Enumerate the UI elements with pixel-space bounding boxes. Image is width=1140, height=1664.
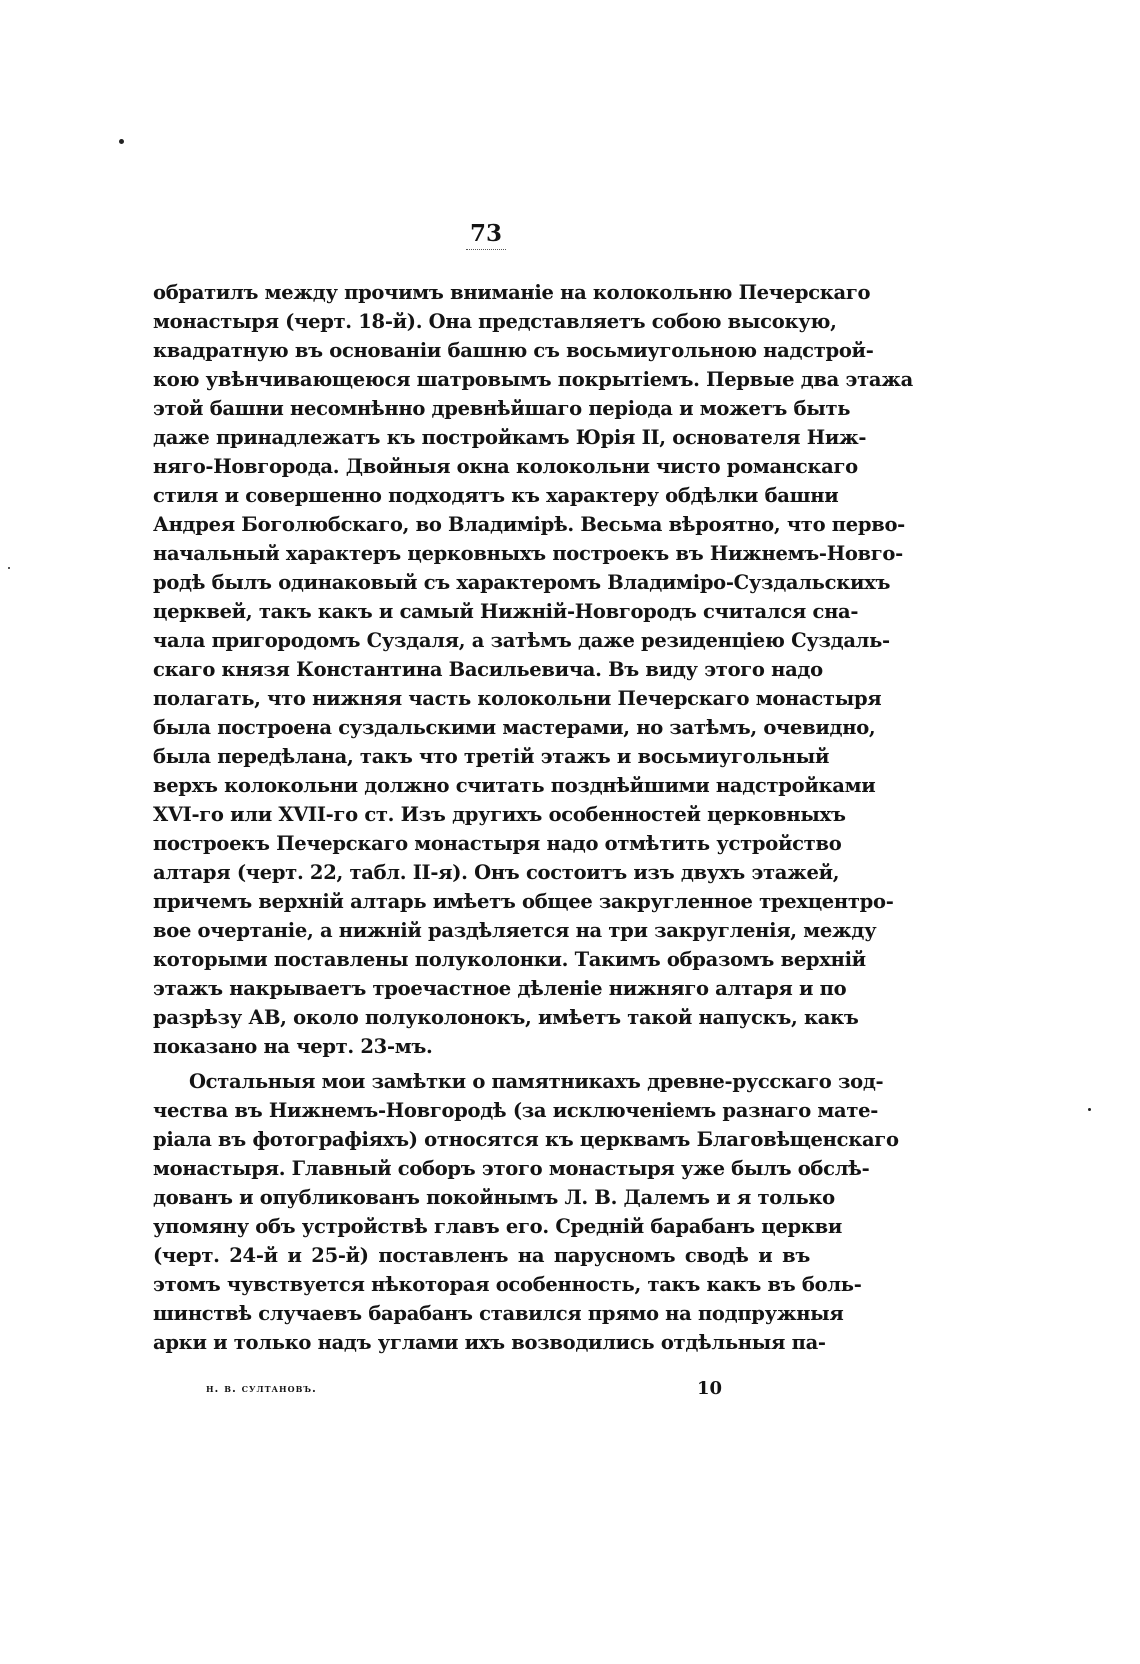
text-line: начальный характеръ церковныхъ построекъ въ Нижнемъ-Новго- (153, 542, 903, 565)
text-line: алтаря (черт. 22, табл. II-я). Онъ состоитъ изъ двухъ этажей, (153, 861, 840, 884)
text-line: шинствѣ случаевъ барабанъ ставился прямо на подпружныя (153, 1302, 844, 1325)
text-line: монастыря. Главный соборъ этого монастыря уже былъ обслѣ- (153, 1157, 870, 1180)
print-speck (119, 139, 124, 144)
text-line: была построена суздальскими мастерами, но затѣмъ, очевидно, (153, 716, 876, 739)
print-speck (1088, 1108, 1091, 1111)
text-line: чала пригородомъ Суздаля, а затѣмъ даже резиденціею Суздаль- (153, 629, 890, 652)
text-line: разрѣзу АВ, около полуколонокъ, имѣетъ такой напускъ, какъ (153, 1006, 859, 1029)
text-line: верхъ колокольни должно считать позднѣйшими надстройками (153, 774, 876, 797)
text-line: скаго князя Константина Васильевича. Въ виду этого надо (153, 658, 823, 681)
text-line: которыми поставлены полуколонки. Такимъ образомъ верхній (153, 948, 866, 971)
text-line: стиля и совершенно подходятъ къ характеру обдѣлки башни (153, 484, 839, 507)
text-line: (черт. 24-й и 25-й) поставленъ на парусномъ сводѣ и въ (153, 1244, 810, 1267)
text-line: обратилъ между прочимъ вниманіе на колокольню Печерскаго (153, 281, 871, 304)
text-line: построекъ Печерскаго монастыря надо отмѣтить устройство (153, 832, 842, 855)
text-line: этажъ накрываетъ троечастное дѣленіе нижняго алтаря и по (153, 977, 847, 1000)
text-line: дованъ и опубликованъ покойнымъ Л. В. Далемъ и я только (153, 1186, 835, 1209)
body-text (153, 278, 913, 1357)
text-line: была передѣлана, такъ что третій этажъ и восьмиугольный (153, 745, 830, 768)
page-footer (206, 1378, 726, 1402)
paragraph (153, 278, 913, 1061)
text-line: чества въ Нижнемъ-Новгородѣ (за исключеніемъ разнаго мате- (153, 1099, 879, 1122)
page-number-rule (466, 249, 506, 250)
print-speck (8, 567, 10, 569)
text-line: арки и только надъ углами ихъ возводились отдѣльныя па- (153, 1331, 826, 1354)
signature-mark: 10 (697, 1378, 723, 1399)
text-line: XVI-го или XVII-го ст. Изъ другихъ особенностей церковныхъ (153, 803, 846, 826)
text-line: родѣ былъ одинаковый съ характеромъ Владиміро-Суздальскихъ (153, 571, 891, 594)
text-line: церквей, такъ какъ и самый Нижній-Новгородъ считался сна- (153, 600, 859, 623)
text-line: показано на черт. 23-мъ. (153, 1035, 433, 1058)
footer-author: н. в. султановъ. (206, 1382, 317, 1395)
text-line: квадратную въ основаніи башню съ восьмиугольною надстрой- (153, 339, 874, 362)
page-number (466, 222, 506, 250)
text-line: кою увѣнчивающеюся шатровымъ покрытіемъ. Первые два этажа (153, 368, 913, 391)
text-line: няго-Новгорода. Двойныя окна колокольни чисто романскаго (153, 455, 858, 478)
text-line: вое очертаніе, а нижній раздѣляется на три закругленія, между (153, 919, 877, 942)
page-number-text: 73 (469, 220, 502, 247)
text-line: ріала въ фотографіяхъ) относятся къ церквамъ Благовѣщенскаго (153, 1128, 899, 1151)
text-line: монастыря (черт. 18-й). Она представляетъ собою высокую, (153, 310, 837, 333)
text-line: Андрея Боголюбскаго, во Владимірѣ. Весьма вѣроятно, что перво- (153, 513, 905, 536)
text-line: упомяну объ устройствѣ главъ его. Средній барабанъ церкви (153, 1215, 843, 1238)
text-line: Остальныя мои замѣтки о памятникахъ древне-русскаго зод- (189, 1070, 884, 1093)
text-line: причемъ верхній алтарь имѣетъ общее закругленное трехцентро- (153, 890, 894, 913)
paragraph (153, 1067, 899, 1357)
text-line: этомъ чувствуется нѣкоторая особенность, такъ какъ въ боль- (153, 1273, 862, 1296)
text-line: полагать, что нижняя часть колокольни Печерскаго монастыря (153, 687, 882, 710)
text-line: этой башни несомнѣнно древнѣйшаго періода и можетъ быть (153, 397, 851, 420)
text-line: даже принадлежатъ къ постройкамъ Юрія II, основателя Ниж- (153, 426, 867, 449)
